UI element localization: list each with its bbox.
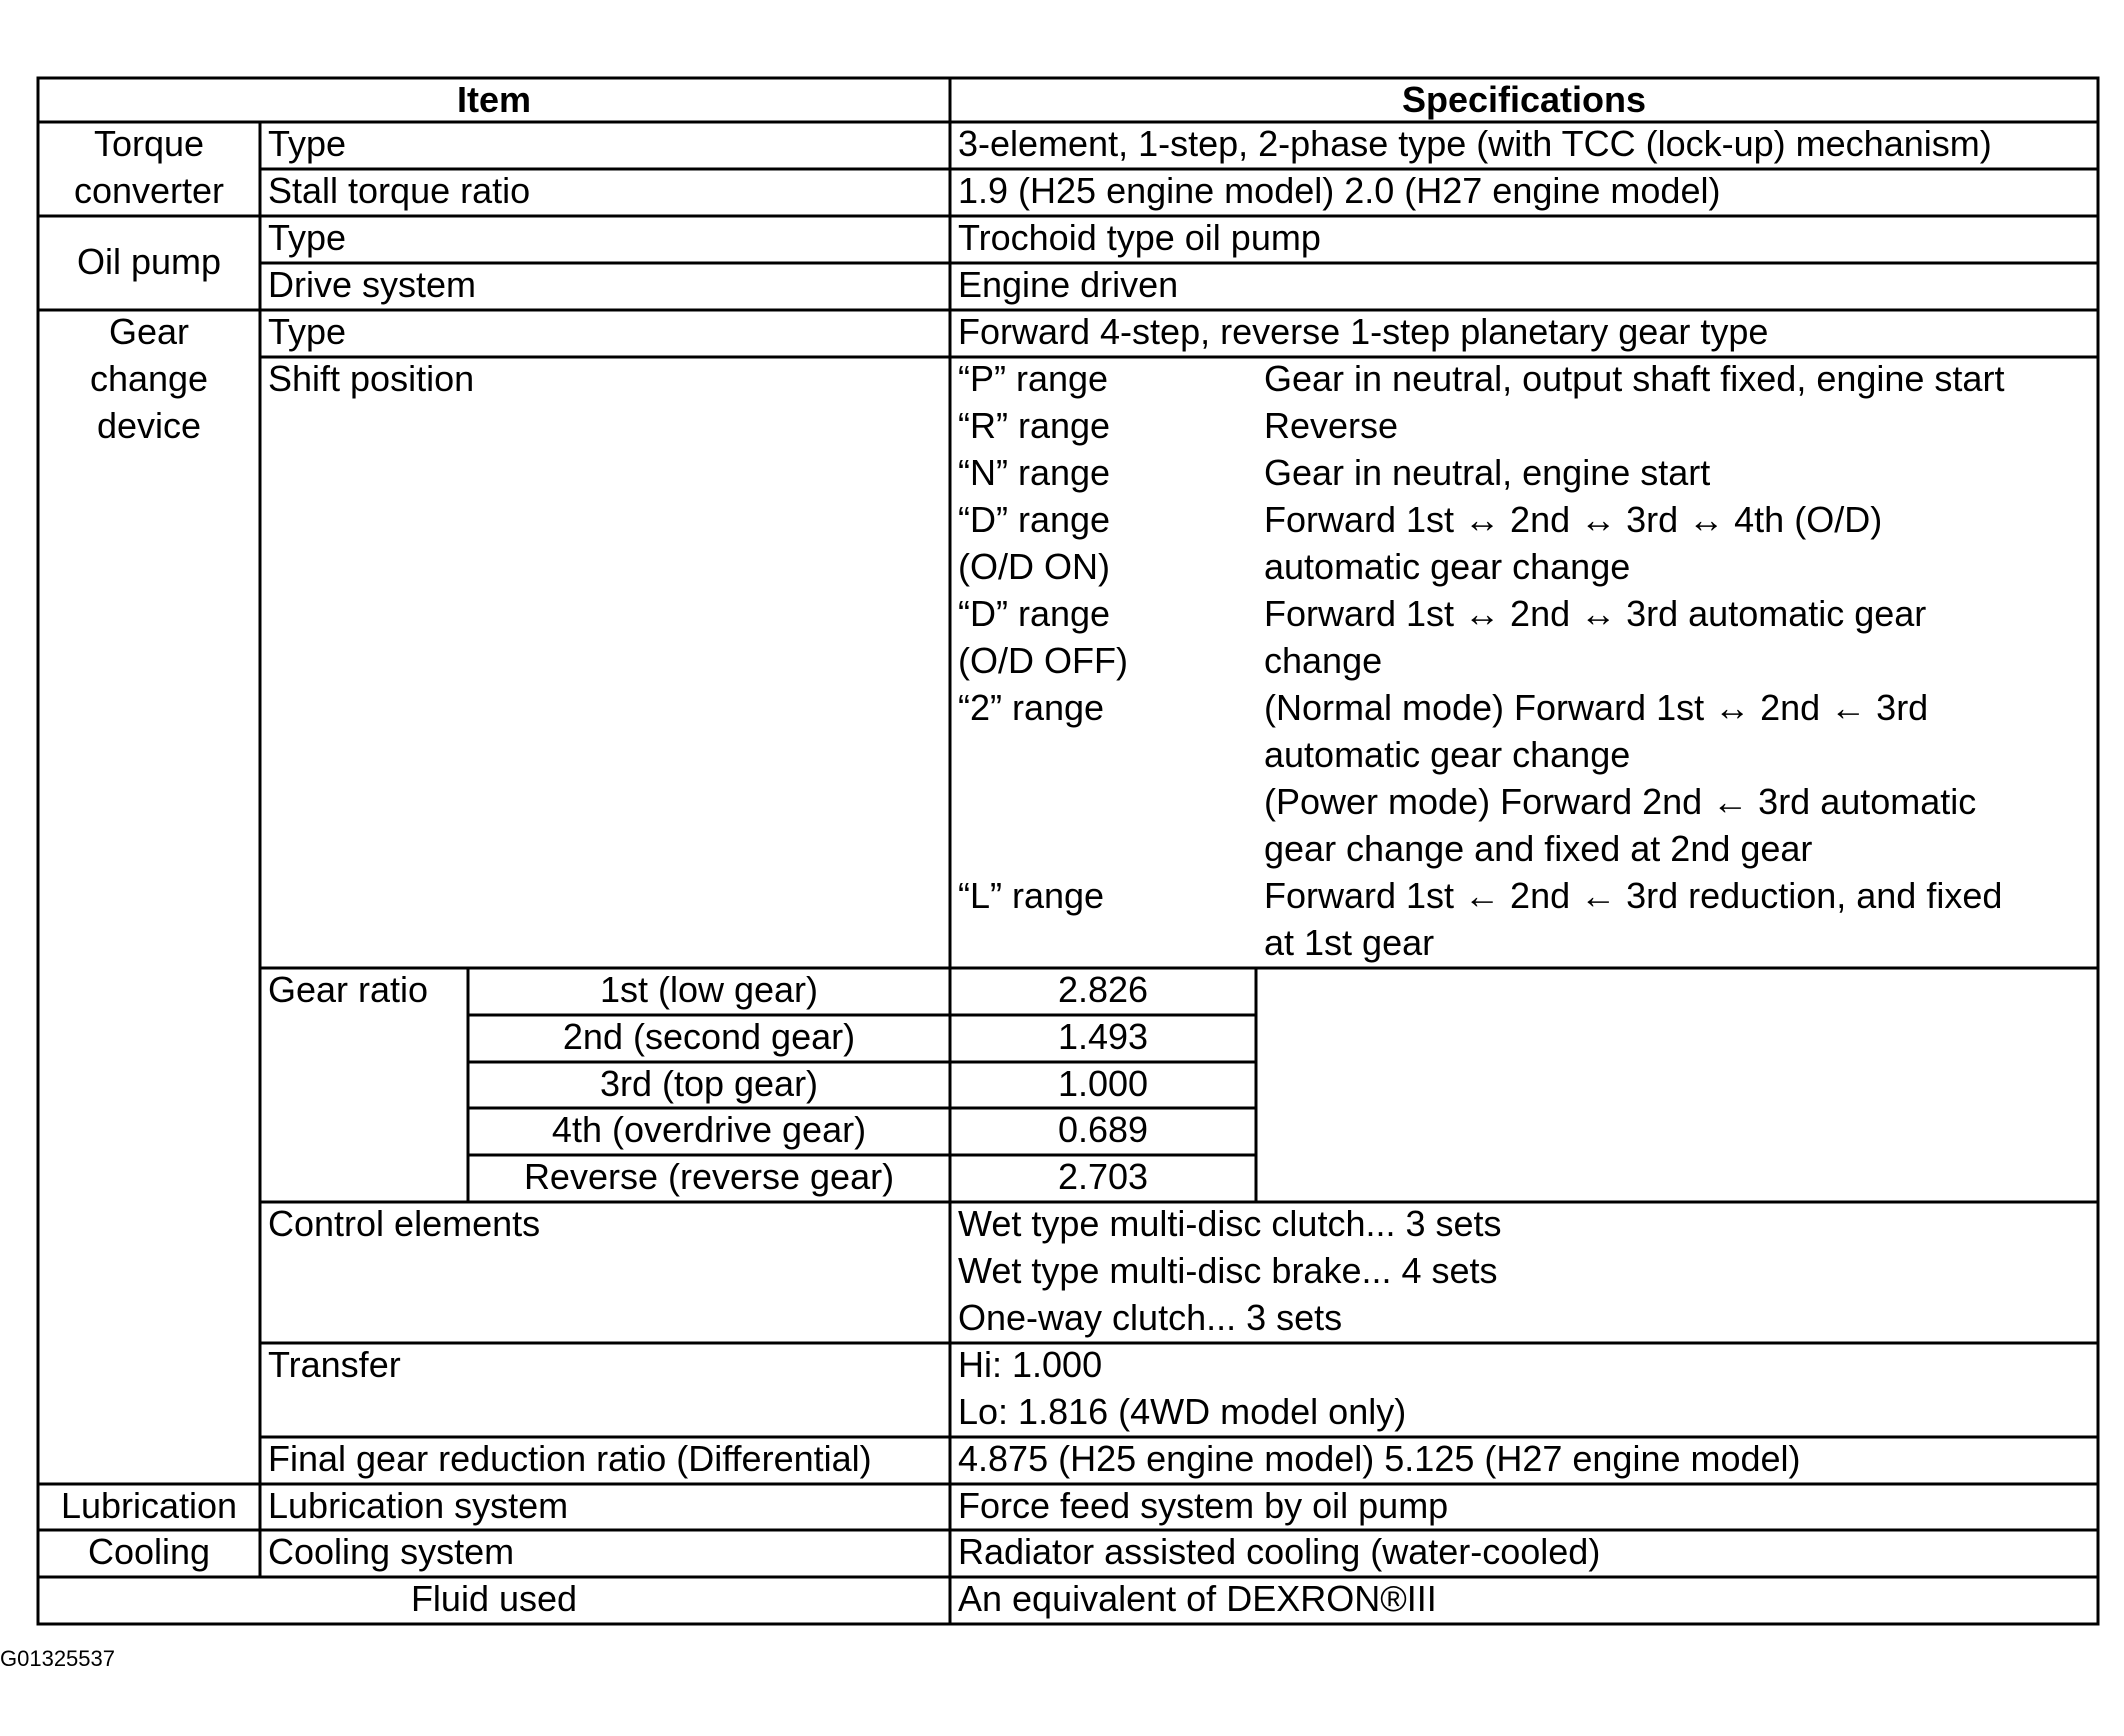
gear-name: 3rd (top gear): [599, 1063, 819, 1104]
shift-description: (Normal mode) Forward 1st ↔ 2nd ← 3rd: [1264, 687, 1929, 728]
oil-pump-type-value: Trochoid type oil pump: [958, 217, 1321, 258]
shift-description: automatic gear change: [1264, 734, 1631, 775]
shift-range: “P” range: [958, 358, 1109, 399]
drive-system-label: Drive system: [268, 264, 477, 305]
shift-range: “D” range: [958, 593, 1111, 634]
fluid-used-label: Fluid used: [410, 1578, 578, 1619]
gear-ratio-label: Gear ratio: [268, 969, 429, 1010]
stall-torque-value: 1.9 (H25 engine model) 2.0 (H27 engine model): [958, 170, 1721, 211]
final-gear-label: Final gear reduction ratio (Differential): [268, 1438, 872, 1479]
gear-change-label-3: device: [96, 405, 202, 446]
shift-range: “R” range: [958, 405, 1111, 446]
cooling-system-value: Radiator assisted cooling (water-cooled): [958, 1531, 1601, 1572]
shift-range: (O/D ON): [958, 546, 1110, 587]
shift-description: (Power mode) Forward 2nd ← 3rd automatic: [1264, 781, 1977, 822]
torque-converter-label-2: converter: [73, 170, 225, 211]
control-element-line: One-way clutch... 3 sets: [958, 1297, 1343, 1338]
control-elements-label: Control elements: [268, 1203, 541, 1244]
transfer-label: Transfer: [268, 1344, 401, 1385]
shift-range: “L” range: [958, 875, 1105, 916]
shift-description: Reverse: [1264, 405, 1399, 446]
shift-range: (O/D OFF): [958, 640, 1128, 681]
shift-range: “D” range: [958, 499, 1111, 540]
shift-description: change: [1264, 640, 1383, 681]
shift-description: Gear in neutral, output shaft fixed, engine start: [1264, 358, 2005, 399]
transfer-line: Lo: 1.816 (4WD model only): [958, 1391, 1407, 1432]
gear-ratio-value: 2.703: [1057, 1156, 1149, 1197]
transfer-line: Hi: 1.000: [958, 1344, 1103, 1385]
shift-description: Forward 1st ↔ 2nd ↔ 3rd ↔ 4th (O/D): [1264, 499, 1883, 540]
shift-description: gear change and fixed at 2nd gear: [1264, 828, 1813, 869]
lubrication-system-value: Force feed system by oil pump: [958, 1485, 1449, 1526]
gear-type-label: Type: [268, 311, 347, 352]
gear-type-value: Forward 4-step, reverse 1-step planetary gear type: [958, 311, 1769, 352]
gear-name: 4th (overdrive gear): [551, 1109, 867, 1150]
gear-ratio-value: 0.689: [1057, 1109, 1149, 1150]
gear-ratio-value: 1.493: [1057, 1016, 1149, 1057]
shift-description: at 1st gear: [1264, 922, 1435, 963]
cooling-system-label: Cooling system: [268, 1531, 515, 1572]
lubrication-system-label: Lubrication system: [268, 1485, 569, 1526]
control-element-line: Wet type multi-disc clutch... 3 sets: [958, 1203, 1502, 1244]
torque-converter-label-1: Torque: [93, 123, 205, 164]
control-element-line: Wet type multi-disc brake... 4 sets: [958, 1250, 1498, 1291]
specifications-header: Specifications: [1401, 79, 1647, 120]
figure-id: G01325537: [0, 1646, 115, 1671]
torque-type-label: Type: [268, 123, 347, 164]
stall-torque-label: Stall torque ratio: [268, 170, 531, 211]
shift-description: automatic gear change: [1264, 546, 1631, 587]
shift-position-label: Shift position: [268, 358, 475, 399]
drive-system-value: Engine driven: [958, 264, 1179, 305]
shift-description: Forward 1st ← 2nd ← 3rd reduction, and fixed: [1264, 875, 2003, 916]
gear-ratio-value: 2.826: [1057, 969, 1149, 1010]
oil-pump-label: Oil pump: [76, 241, 222, 282]
shift-range: “2” range: [958, 687, 1105, 728]
gear-name: 1st (low gear): [599, 969, 819, 1010]
gear-change-label-2: change: [89, 358, 209, 399]
gear-change-label-1: Gear: [108, 311, 190, 352]
gear-name: 2nd (second gear): [562, 1016, 856, 1057]
gear-name: Reverse (reverse gear): [523, 1156, 895, 1197]
shift-description: Gear in neutral, engine start: [1264, 452, 1711, 493]
oil-pump-type-label: Type: [268, 217, 347, 258]
lubrication-label: Lubrication: [60, 1485, 238, 1526]
shift-range: “N” range: [958, 452, 1111, 493]
gear-ratio-value: 1.000: [1057, 1063, 1149, 1104]
fluid-used-value: An equivalent of DEXRON®III: [958, 1578, 1437, 1619]
shift-description: Forward 1st ↔ 2nd ↔ 3rd automatic gear: [1264, 593, 1927, 634]
final-gear-value: 4.875 (H25 engine model) 5.125 (H27 engine model): [958, 1438, 1801, 1479]
torque-type-value: 3-element, 1-step, 2-phase type (with TCC (lock-up) mechanism): [958, 123, 1992, 164]
item-header: Item: [456, 79, 532, 120]
cooling-label: Cooling: [87, 1531, 211, 1572]
